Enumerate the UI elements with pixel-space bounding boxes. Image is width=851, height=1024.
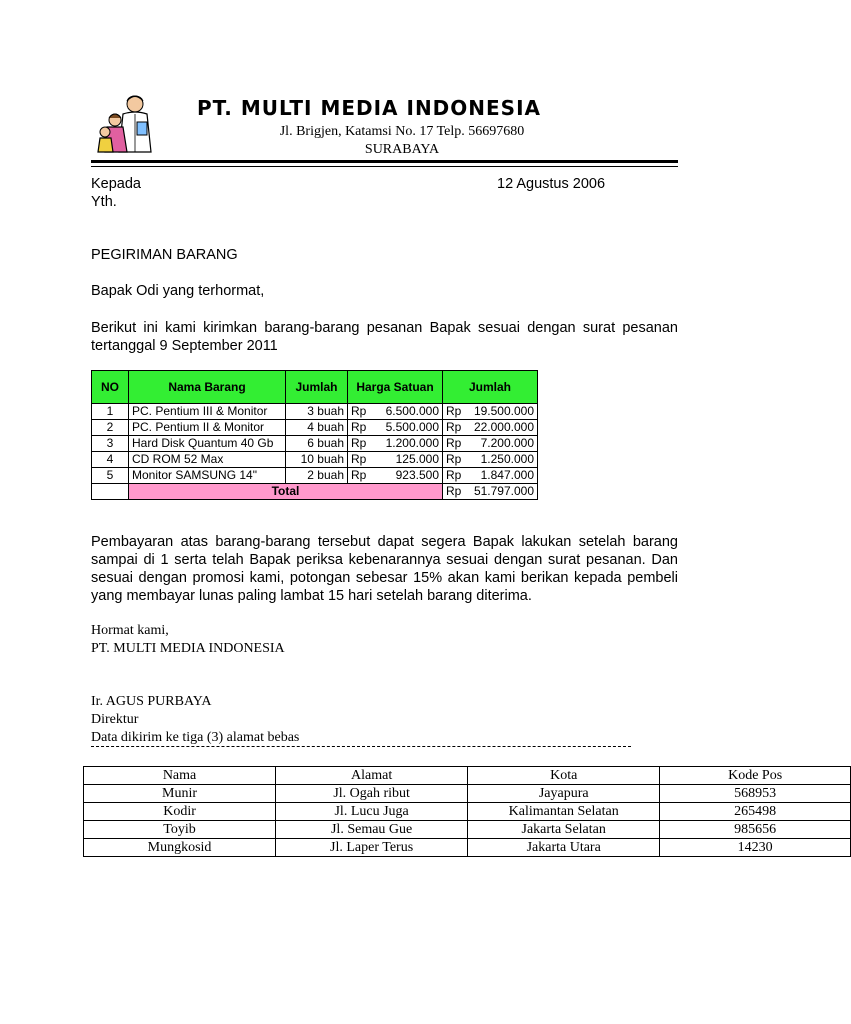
letter-date: 12 Agustus 2006	[497, 176, 606, 192]
to-label: Kepada	[91, 176, 141, 192]
dashed-divider	[91, 746, 631, 747]
items-header-row	[92, 371, 538, 404]
table-row	[84, 821, 851, 839]
cell-qty: 3 buah	[286, 404, 348, 420]
address-note: Data dikirim ke tiga (3) alamat bebas	[91, 730, 300, 745]
yth-label: Yth.	[91, 194, 117, 210]
cell-nama: Kodir	[84, 803, 276, 821]
address-table	[83, 766, 851, 857]
col-header-alamat: Alamat	[276, 767, 468, 785]
table-row	[92, 468, 538, 484]
cell-currency: Rp	[443, 404, 466, 420]
total-label: Total	[129, 484, 443, 500]
cell-name: PC. Pentium II & Monitor	[129, 420, 286, 436]
cell-price: 923.500	[373, 468, 443, 484]
cell-currency: Rp	[443, 420, 466, 436]
col-header-kodepos: Kode Pos	[660, 767, 851, 785]
col-header-nama: Nama	[84, 767, 276, 785]
header-rule-thick	[91, 160, 678, 163]
header-rule-thin	[91, 166, 678, 167]
cell-total: 7.200.000	[466, 436, 538, 452]
payment-paragraph: Pembayaran atas barang-barang tersebut dapat segera Bapak lakukan setelah barang sampai di 1 serta telah Bapak periksa kebenarannya sesuai dengan surat pesanan. Dan sesuai dengan promosi kami, potongan sebesar 15% akan kami berikan kepada pembeli yang membayar lunas paling lambat 15 hari setelah barang diterima.	[91, 534, 678, 604]
cell-nama: Mungkosid	[84, 839, 276, 857]
cell-no: 4	[92, 452, 129, 468]
cell-kota: Jakarta Utara	[468, 839, 660, 857]
cell-price: 6.500.000	[373, 404, 443, 420]
cell-total: 19.500.000	[466, 404, 538, 420]
cell-price: 125.000	[373, 452, 443, 468]
total-row	[92, 484, 538, 500]
cell-currency: Rp	[443, 436, 466, 452]
cell-kota: Jakarta Selatan	[468, 821, 660, 839]
cell-qty: 2 buah	[286, 468, 348, 484]
table-row	[84, 839, 851, 857]
cell-name: CD ROM 52 Max	[129, 452, 286, 468]
cell-qty: 4 buah	[286, 420, 348, 436]
cell-kota: Jayapura	[468, 785, 660, 803]
closing-text: Hormat kami,	[91, 623, 169, 638]
cell-currency: Rp	[348, 436, 373, 452]
total-blank	[92, 484, 129, 500]
cell-currency: Rp	[348, 404, 373, 420]
table-row	[92, 452, 538, 468]
table-row	[84, 785, 851, 803]
cell-currency: Rp	[443, 468, 466, 484]
cell-nama: Toyib	[84, 821, 276, 839]
cell-qty: 10 buah	[286, 452, 348, 468]
cell-name: PC. Pentium III & Monitor	[129, 404, 286, 420]
cell-kodepos: 985656	[660, 821, 851, 839]
address-header-row	[84, 767, 851, 785]
table-row	[92, 420, 538, 436]
cell-kota: Kalimantan Selatan	[468, 803, 660, 821]
cell-no: 3	[92, 436, 129, 452]
cell-alamat: Jl. Lucu Juga	[276, 803, 468, 821]
cell-no: 5	[92, 468, 129, 484]
company-name: PT. MULTI MEDIA INDONESIA	[197, 96, 542, 120]
col-header-kota: Kota	[468, 767, 660, 785]
cell-name: Hard Disk Quantum 40 Gb	[129, 436, 286, 452]
cell-no: 2	[92, 420, 129, 436]
cell-currency: Rp	[348, 452, 373, 468]
col-header-total: Jumlah	[443, 371, 538, 404]
cell-currency: Rp	[443, 484, 466, 500]
cell-price: 5.500.000	[373, 420, 443, 436]
cell-no: 1	[92, 404, 129, 420]
cell-kodepos: 265498	[660, 803, 851, 821]
signer-title: Direktur	[91, 712, 139, 727]
cell-alamat: Jl. Laper Terus	[276, 839, 468, 857]
cell-alamat: Jl. Ogah ribut	[276, 785, 468, 803]
cell-kodepos: 14230	[660, 839, 851, 857]
grand-total: 51.797.000	[466, 484, 538, 500]
cell-alamat: Jl. Semau Gue	[276, 821, 468, 839]
letter-subject: PEGIRIMAN BARANG	[91, 247, 238, 263]
letter-greeting: Bapak Odi yang terhormat,	[91, 283, 265, 299]
table-row	[84, 803, 851, 821]
cell-currency: Rp	[348, 468, 373, 484]
cell-total: 1.250.000	[466, 452, 538, 468]
cell-kodepos: 568953	[660, 785, 851, 803]
cell-currency: Rp	[348, 420, 373, 436]
col-header-qty: Jumlah	[286, 371, 348, 404]
cell-total: 1.847.000	[466, 468, 538, 484]
cell-nama: Munir	[84, 785, 276, 803]
company-address: Jl. Brigjen, Katamsi No. 17 Telp. 56697680	[279, 124, 525, 139]
closing-company: PT. MULTI MEDIA INDONESIA	[91, 641, 285, 656]
col-header-price: Harga Satuan	[348, 371, 443, 404]
cell-currency: Rp	[443, 452, 466, 468]
col-header-name: Nama Barang	[129, 371, 286, 404]
items-table	[91, 370, 538, 500]
col-header-no: NO	[92, 371, 129, 404]
table-row	[92, 436, 538, 452]
cell-total: 22.000.000	[466, 420, 538, 436]
cell-name: Monitor SAMSUNG 14"	[129, 468, 286, 484]
signer-name: Ir. AGUS PURBAYA	[91, 694, 212, 709]
cell-price: 1.200.000	[373, 436, 443, 452]
company-city: SURABAYA	[364, 142, 440, 157]
cell-qty: 6 buah	[286, 436, 348, 452]
letter-intro: Berikut ini kami kirimkan barang-barang pesanan Bapak sesuai dengan surat pesanan tertanggal 9 September 2011	[91, 320, 678, 354]
table-row	[92, 404, 538, 420]
